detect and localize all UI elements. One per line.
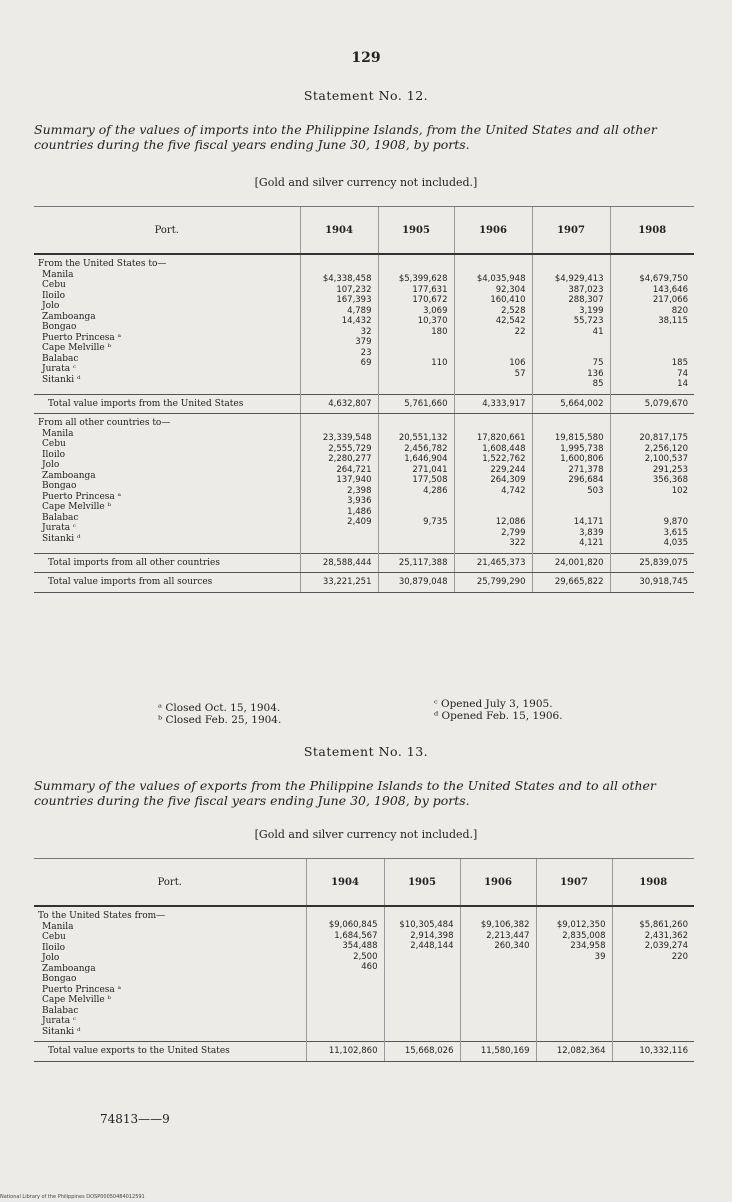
imports-grand-total-row <box>34 573 694 593</box>
total-value: 4,632,807 <box>300 394 378 414</box>
total-value: 25,117,388 <box>378 553 454 573</box>
port-column-header: Port. <box>34 207 300 255</box>
year-header: 1905 <box>378 207 454 255</box>
total-label: Total value imports from the United States <box>34 394 300 414</box>
us-group-heading: From the United States to— <box>38 259 167 269</box>
year-header: 1906 <box>454 207 532 255</box>
page-number: 129 <box>351 50 381 66</box>
year-header: 1907 <box>532 207 610 255</box>
statement-13-heading: Statement No. 13. <box>303 744 429 759</box>
port-labels <box>34 414 300 554</box>
value-column: $4,338,458 107,232 167,393 4,789 14,432 32 379 23 69 <box>300 254 378 394</box>
year-header: 1904 <box>300 207 378 255</box>
total-value: 24,001,820 <box>532 553 610 573</box>
total-value: 11,580,169 <box>460 1042 536 1062</box>
exports-table <box>34 858 694 1062</box>
total-label: Total value exports to the United States <box>34 1042 306 1062</box>
footnote-a: ᵃ Closed Oct. 15, 1904. <box>158 702 281 714</box>
other-group-heading: From all other countries to— <box>38 418 171 428</box>
statement-13-summary: Summary of the values of exports from the Philippine Islands to the United States and to all other countries during the five fiscal years ending June 30, 1908, by ports. <box>34 778 656 808</box>
value-column: 23,339,548 2,555,729 2,280,277 264,721 137,940 2,398 3,936 1,486 2,409 <box>300 414 378 554</box>
scan-credit: National Library of the Philippines DOSP00050484012591 <box>0 1194 145 1200</box>
port-labels <box>34 254 300 394</box>
value-column: $5,399,628 177,631 170,672 3,069 10,370 180 110 <box>378 254 454 394</box>
year-header: 1905 <box>384 859 460 907</box>
port-labels <box>34 906 306 1042</box>
imports-us-group <box>34 254 694 394</box>
total-value: 15,668,026 <box>384 1042 460 1062</box>
footnote-b: ᵇ Closed Feb. 25, 1904. <box>158 714 282 726</box>
total-value: 11,102,860 <box>306 1042 384 1062</box>
print-code: 74813——9 <box>100 1112 170 1126</box>
exports-us-group <box>34 906 694 1042</box>
total-value: 33,221,251 <box>300 573 378 593</box>
imports-table <box>34 206 694 593</box>
total-value: 5,664,002 <box>532 394 610 414</box>
total-value: 25,839,075 <box>610 553 694 573</box>
total-label: Total value imports from all sources <box>34 573 300 593</box>
value-column: $9,012,350 2,835,008 234,958 39 <box>536 906 612 1042</box>
statement-12-summary: Summary of the values of imports into the Philippine Islands, from the United States and all other countries during the five fiscal years ending June 30, 1908, by ports. <box>34 122 657 152</box>
port-list: Manila Cebu Iloilo Jolo Zamboanga Bongao Puerto Princesa ᵃ Cape Melville ᵇ Balabac Jurata ᶜ Sitanki ᵈ <box>42 428 122 544</box>
footnotes-right <box>434 698 563 722</box>
total-value: 5,079,670 <box>610 394 694 414</box>
imports-other-total-row <box>34 553 694 573</box>
statement-12-heading: Statement No. 12. <box>303 88 429 103</box>
footnote-c: ᶜ Opened July 3, 1905. <box>434 698 553 710</box>
exports-us-total-row <box>34 1042 694 1062</box>
year-header: 1906 <box>460 859 536 907</box>
year-header: 1908 <box>610 207 694 255</box>
value-column: 17,820,661 1,608,448 1,522,762 229,244 264,309 4,742 12,086 2,799 322 <box>454 414 532 554</box>
imports-other-group <box>34 414 694 554</box>
statement-13-note: [Gold and silver currency not included.] <box>254 828 478 841</box>
value-column: $5,861,260 2,431,362 2,039,274 220 <box>612 906 694 1042</box>
port-list: Manila Cebu Iloilo Jolo Zamboanga Bongao Puerto Princesa ᵃ Cape Melville ᵇ Balabac Jurata ᶜ Sitanki ᵈ <box>42 921 122 1037</box>
total-value: 21,465,373 <box>454 553 532 573</box>
port-list: Manila Cebu Iloilo Jolo Zamboanga Bongao Puerto Princesa ᵃ Cape Melville ᵇ Balabac Jurata ᶜ Sitanki ᵈ <box>42 269 122 385</box>
value-column: 20,551,132 2,456,782 1,646,904 271,041 177,508 4,286 9,735 <box>378 414 454 554</box>
total-value: 30,918,745 <box>610 573 694 593</box>
port-column-header: Port. <box>34 859 306 907</box>
year-header: 1904 <box>306 859 384 907</box>
imports-us-total-row <box>34 394 694 414</box>
total-value: 25,799,290 <box>454 573 532 593</box>
total-value: 29,665,822 <box>532 573 610 593</box>
total-value: 28,588,444 <box>300 553 378 573</box>
year-header: 1908 <box>612 859 694 907</box>
value-column: $9,106,382 2,213,447 260,340 <box>460 906 536 1042</box>
total-label: Total imports from all other countries <box>34 553 300 573</box>
value-column: 20,817,175 2,256,120 2,100,537 291,253 356,368 102 9,870 3,615 4,035 <box>610 414 694 554</box>
exports-header-row <box>34 859 694 907</box>
value-column: $9,060,845 1,684,567 354,488 2,500 460 <box>306 906 384 1042</box>
total-value: 4,333,917 <box>454 394 532 414</box>
total-value: 10,332,116 <box>612 1042 694 1062</box>
total-value: 12,082,364 <box>536 1042 612 1062</box>
statement-12-note: [Gold and silver currency not included.] <box>254 176 478 189</box>
value-column: $4,035,948 92,304 160,410 2,528 42,542 22 106 57 <box>454 254 532 394</box>
imports-header-row <box>34 207 694 255</box>
value-column: $10,305,484 2,914,398 2,448,144 <box>384 906 460 1042</box>
total-value: 30,879,048 <box>378 573 454 593</box>
year-header: 1907 <box>536 859 612 907</box>
value-column: $4,929,413 387,023 288,307 3,199 55,723 41 75 136 85 <box>532 254 610 394</box>
value-column: $4,679,750 143,646 217,066 820 38,115 185 74 14 <box>610 254 694 394</box>
footnote-d: ᵈ Opened Feb. 15, 1906. <box>434 710 563 722</box>
value-column: 19,815,580 1,995,738 1,600,806 271,378 296,684 503 14,171 3,839 4,121 <box>532 414 610 554</box>
total-value: 5,761,660 <box>378 394 454 414</box>
us-group-heading: To the United States from— <box>38 911 166 921</box>
footnotes-left <box>158 702 281 726</box>
